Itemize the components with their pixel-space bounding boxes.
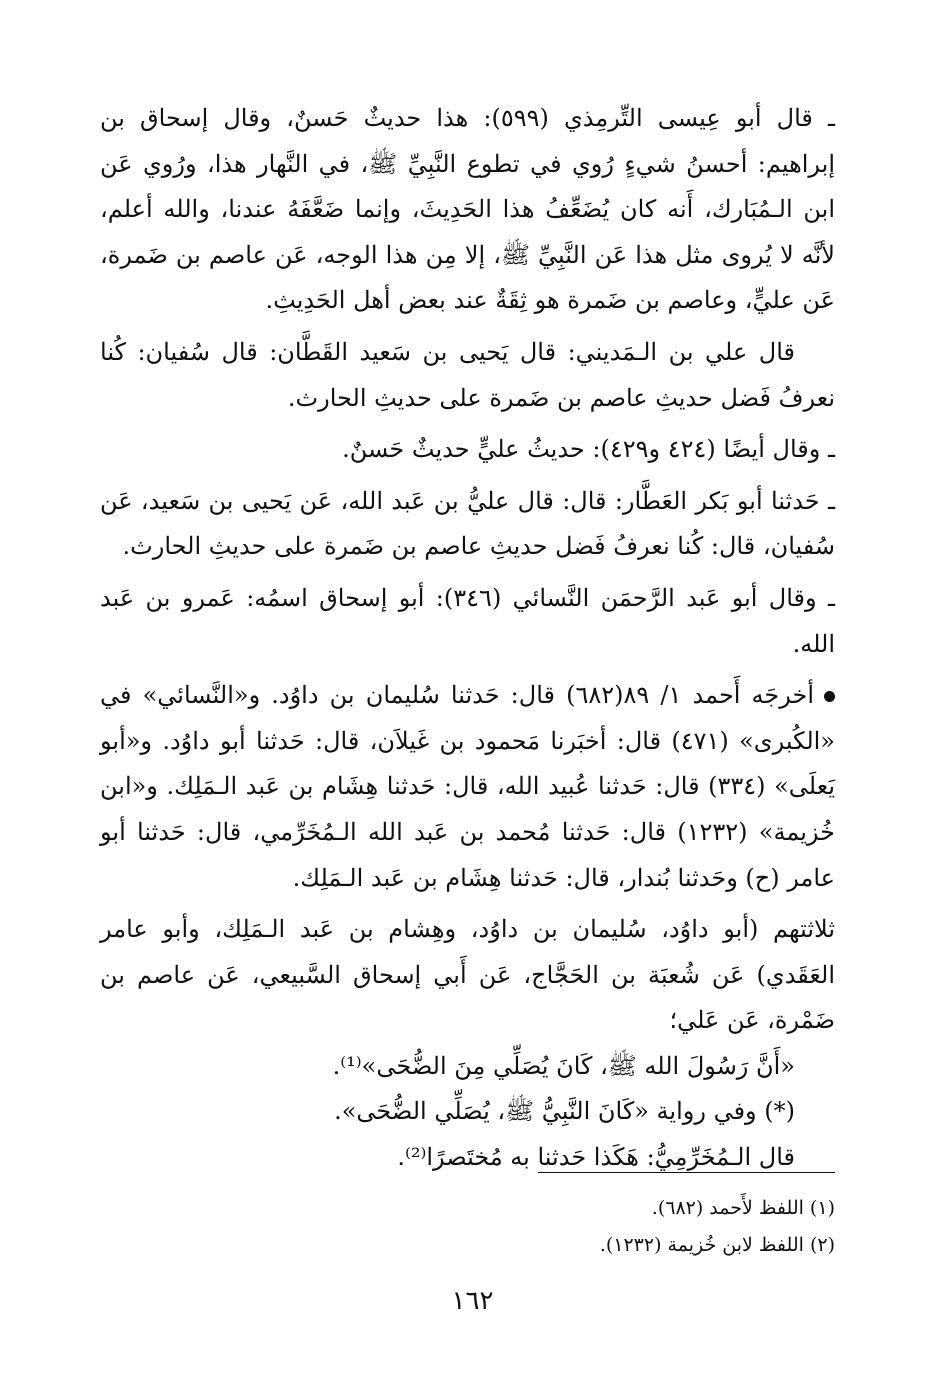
bullet-icon [824,691,835,702]
takhrij-text: أخرجَه أَحمد ١/ ٨٩(٦٨٢) قال: حَدثنا سُليمان بن داوُد. و«النَّسائي» في «الكُبرى» (٤٧١) قال: أخبَرنا مَحمود بن غَيلاَن، قال: حَدثنا أبو داوُد. و«أبو يَعلَى» (٣٣٤) قال: حَدثنا عُبيد الله، قال: حَدثنا هِشَام بن عَبد الـمَلِك. و«ابن خُزيمة» (١٢٣٢) قال: حَدثنا مُحمد بن عَبد الله الـمُخَرِّمي، قال: حَدثنا أبو عامر (ح) وحَدثنا بُندار، قال: حَدثنا هِشَام بن عَبد الـمَلِك. [100,681,835,892]
hadith-text: «أَنَّ رَسُولَ الله ﷺ، كَانَ يُصَلِّي مِنَ الضُّحَى»⁽¹⁾. [332,1051,795,1080]
footnote-divider [538,1172,835,1173]
paragraph-tirmidhi: ـ قال أبو عِيسى التِّرمِذي (٥٩٩): هذا حديثٌ حَسنٌ، وقال إسحاق بن إبراهيم: أحسنُ شيءٍ رُوي في تطوع النَّبِيِّ ﷺ، في النَّهار هذا، ورُوي عَن ابن الـمُبَارك، أَنه كان يُضَعِّفُ هذا الحَدِيثَ، وإنما ضَعَّفَهُ عندنا، والله أعلم، لأنَّه لا يُروى مثل هذا عَن النَّبِيِّ ﷺ، إلا مِن هذا الوجه، عَن عاصم بن ضَمرة، عَن عليٍّ، وعاصم بن ضَمرة هو ثِقَةٌ عند بعض أهل الحَدِيثِ. [100,104,835,315]
paragraph-ibn-al-madini: قال علي بن الـمَديني: قال يَحيى بن سَعيد القَطَّان: قال سُفيان: كُنا نعرفُ فَضل حديثِ عاصم بن ضَمرة على حديثِ الحارث. [100,337,835,412]
hadith-variant: (*) وفي رواية «كَانَ النَّبِيُّ ﷺ، يُصَلِّي الضُّحَى». [334,1097,795,1126]
footnotes [100,1190,835,1264]
paragraph-abu-bakr-al-attar: ـ حَدثنا أبو بَكر العَطَّار: قال: قال عليُّ بن عَبد الله، عَن يَحيى بن سَعيد، عَن سُفيان، قال: كُنا نعرفُ فَضل حديثِ عاصم بن ضَمرة على حديثِ الحارث. [100,486,835,561]
paragraph-qala-aydan: ـ وقال أيضًا (٤٢٤ و٤٢٩): حديثُ عليٍّ حديثٌ حَسنٌ. [342,435,835,464]
paragraph-thalathatuhum: ثلاثتهم (أبو داوُد، سُليمان بن داوُد، وهِشام بن عَبد الـمَلِك، وأبو عامر العَقَدي) عَن شُعبَة بن الحَجَّاج، عَن أَبي إسحاق السَّبيعي، عَن عاصم بن ضَمْرة، عَن عَلي؛ [100,915,836,1035]
footnote-2: (٢) اللفظ لابن خُزيمة (١٢٣٢). [599,1234,835,1256]
paragraph-nasai: ـ وقال أبو عَبد الرَّحمَن النَّسائي (٣٤٦): أبو إسحاق اسمُه: عَمرو بن عَبد الله. [100,583,835,658]
paragraph-mukharrimi: قال الـمُخَرِّمِيُّ: هَكَذا حَدثنا به مُختَصرًا⁽²⁾. [397,1143,795,1172]
page-number: ١٦٢ [451,1286,494,1316]
page-body [100,96,835,1181]
footnote-1: (١) اللفظ لأَحمد (٦٨٢). [651,1197,835,1219]
paragraph-takhrij [100,673,835,901]
